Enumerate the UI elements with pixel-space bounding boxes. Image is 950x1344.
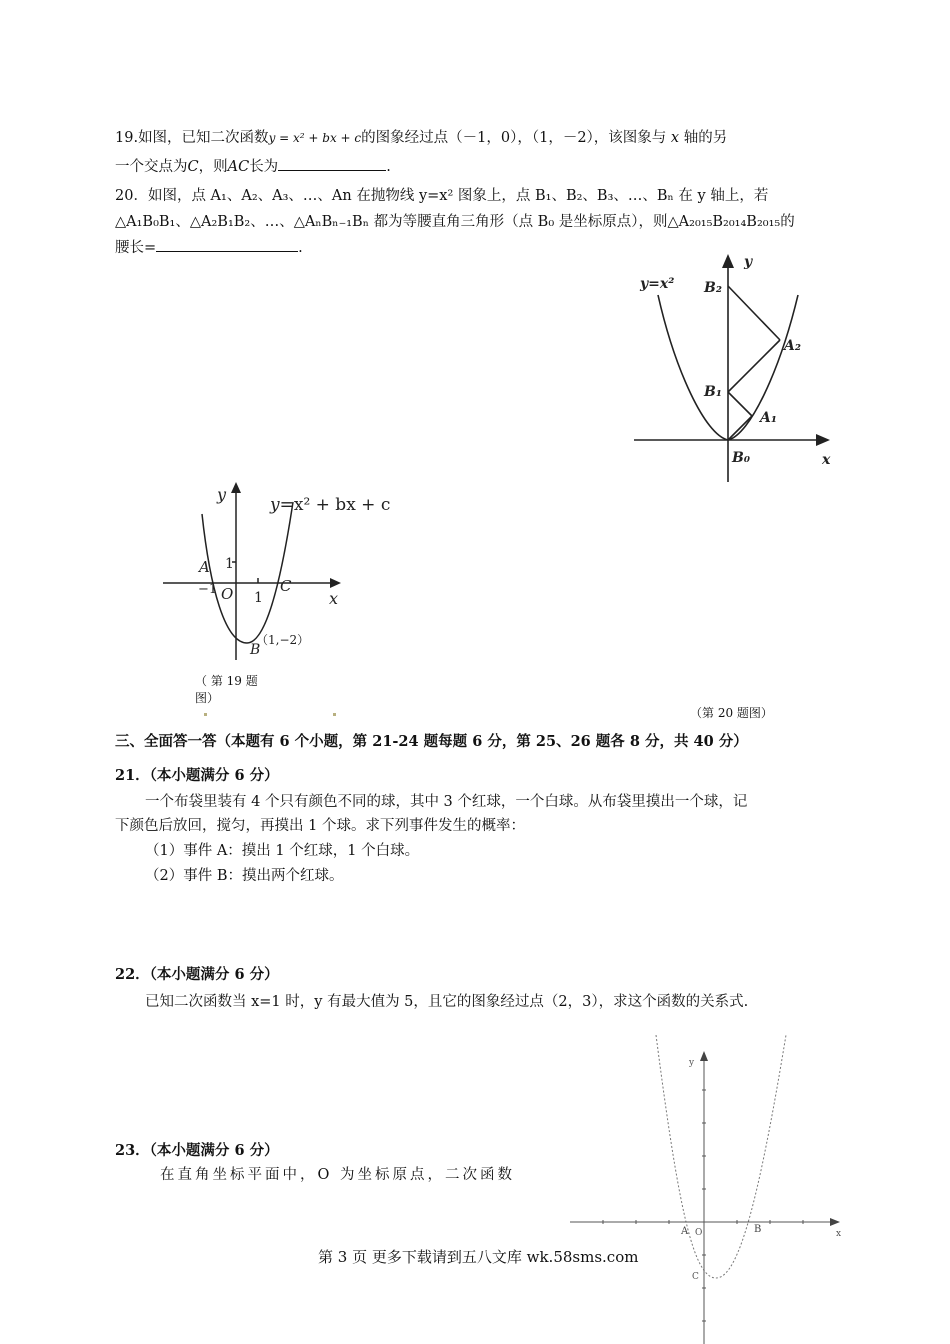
figure-19: [155, 478, 405, 668]
page-footer: 第 3 页 更多下载请到五八文库 wk.58sms.com: [318, 1248, 639, 1266]
q21-item1: （1）事件 A：摸出 1 个红球，1 个白球。: [145, 843, 420, 859]
q23-text: 在直角坐标平面中，O 为坐标原点，二次函数: [160, 1167, 515, 1183]
fig20-label-a1: A₁: [760, 410, 777, 426]
fig19-axis-y: y: [217, 485, 227, 504]
stray-dot: [333, 713, 336, 716]
q21-title: 21．（本小题满分 6 分）: [115, 767, 279, 784]
fig19-label-b: B: [250, 642, 261, 658]
fig19-label-point: （1,−2）: [256, 633, 310, 647]
fig19-label-c: C: [280, 577, 292, 595]
fig23-x-arrow: [830, 1218, 840, 1226]
q20-line1: 20．如图，点 A₁、A₂、A₃、…、An 在抛物线 y=x² 图象上，点 B₁、B₂、B₃、…、Bₙ 在 y 轴上，若: [115, 188, 769, 204]
q19-formula: y = x² + bx + c: [268, 131, 362, 145]
fig19-y-arrow: [231, 482, 241, 493]
fig23-axis-x: x: [836, 1229, 842, 1239]
figure-20: [630, 250, 850, 490]
fig23-parabola: [656, 1035, 786, 1278]
q22-text: 已知二次函数当 x=1 时，y 有最大值为 5，且它的图象经过点（2，3），求这个函数的关系式.: [145, 994, 749, 1010]
section3-heading: 三、全面答一答（本题有 6 个小题，第 21-24 题每题 6 分，第 25、26 题各 8 分，共 40 分）: [115, 733, 748, 750]
q22-title: 22．（本小题满分 6 分）: [115, 966, 279, 983]
fig20-label-b2: B₂: [704, 280, 722, 296]
fig23-label-o: O: [695, 1228, 703, 1238]
fig20-axis-x: x: [822, 452, 831, 468]
fig19-label-a: A: [199, 558, 210, 576]
q21-line1: 一个布袋里装有 4 个只有颜色不同的球，其中 3 个红球，一个白球。从布袋里摸出一个球，记: [145, 794, 748, 810]
q19-tail1: 的图象经过点（－1，0），（1，－2），该图象与: [361, 130, 667, 146]
q23-title: 23．（本小题满分 6 分）: [115, 1142, 279, 1159]
fig20-label-b0: B₀: [732, 450, 750, 466]
q19-intro: 如图，已知二次函数: [138, 130, 269, 146]
q20-line2: △A₁B₀B₁、△A₂B₁B₂、…、△AₙBₙ₋₁Bₙ 都为等腰直角三角形（点 B₀ 是坐标原点），则△A₂₀₁₅B₂₀₁₄B₂₀₁₅的: [115, 214, 795, 230]
fig19-label-one-y: 1: [225, 556, 234, 572]
fig20-axis-y: y: [744, 254, 753, 270]
fig20-label-a2: A₂: [784, 338, 801, 354]
fig23-axis-y: y: [689, 1058, 695, 1068]
figure-23: [568, 1035, 848, 1344]
q19-answer-blank: [278, 156, 386, 171]
q19-line2: 一个交点为C，则AC长为 .: [115, 154, 840, 180]
fig23-label-b: B: [754, 1224, 762, 1235]
q21-item2: （2）事件 B：摸出两个红球。: [145, 868, 344, 884]
q21-line2: 下颜色后放回，搅匀，再摸出 1 个球。求下列事件发生的概率：: [115, 818, 525, 834]
fig23-label-c: C: [692, 1272, 699, 1282]
fig19-axis-x: x: [329, 589, 339, 608]
stray-dot: [204, 713, 207, 716]
fig20-x-arrow: [816, 434, 830, 446]
fig19-x-arrow: [330, 578, 341, 588]
fig23-y-arrow: [700, 1051, 708, 1061]
fig19-parabola: [202, 502, 293, 643]
fig19-label-o: O: [221, 585, 234, 603]
q20-answer-blank: [156, 237, 298, 252]
fig20-caption: （第 20 题图）: [690, 706, 773, 720]
fig19-equation: y=x² + bx + c: [270, 495, 391, 515]
q20-line3: 腰长= .: [115, 235, 840, 261]
fig19-label-one-x: 1: [254, 590, 263, 606]
q19-line1: 19.如图，已知二次函数y = x² + bx + c的图象经过点（－1，0），（1，－2），该图象与 x 轴的另: [115, 130, 728, 146]
fig20-curve-label: y=x²: [640, 276, 675, 292]
fig19-caption-line2: 图）: [195, 691, 220, 705]
fig20-y-arrow: [722, 254, 734, 268]
fig20-label-b1: B₁: [704, 384, 722, 400]
fig19-caption-line1: （ 第 19 题: [195, 674, 258, 688]
fig19-label-neg1: −1: [198, 582, 218, 597]
fig23-label-a: A: [681, 1226, 689, 1237]
